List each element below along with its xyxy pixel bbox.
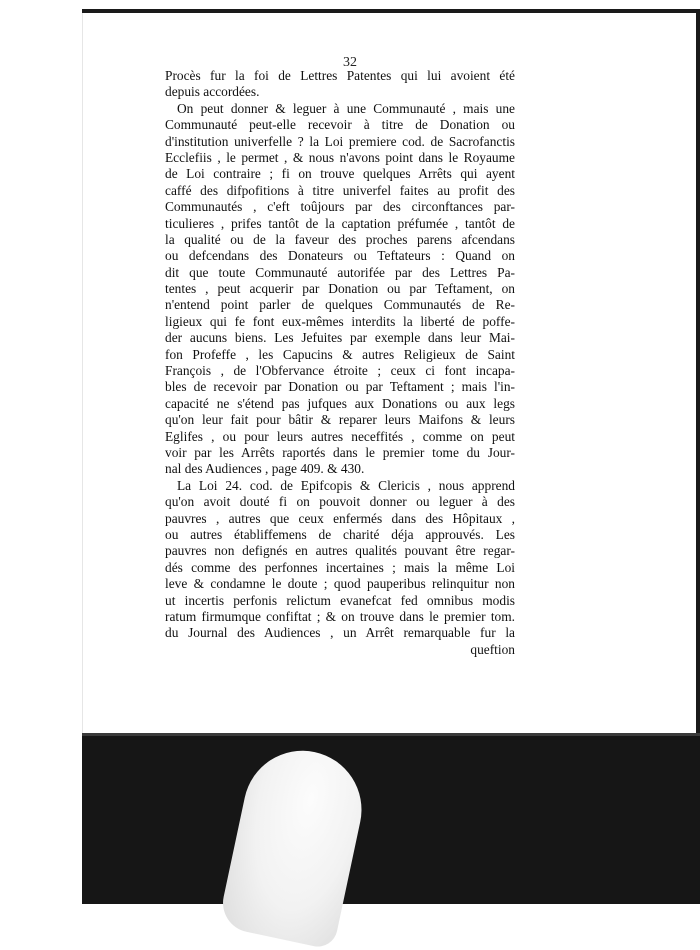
body-text <box>165 68 515 658</box>
text-line: bles de recevoir par Donation ou par Teftament ; mais l'in- <box>165 379 515 395</box>
catchword: queftion <box>470 641 515 657</box>
text-line: tentes , peut acquerir par Donation ou par Teftament, on <box>165 281 515 297</box>
text-line: n'entend point parler de quelques Communautés de Re- <box>165 297 515 313</box>
text-line: depuis accordées. <box>165 84 260 100</box>
text-line: pauvres non defignés en autres qualités pouvant être regar- <box>165 543 515 559</box>
text-line: dit que toute Communauté autorifée par des Lettres Pa- <box>165 264 515 280</box>
text-line: Ecclefiis , le permet , & nous n'avons point dans le Royaume <box>165 149 515 165</box>
text-line: capacité ne s'étend pas jufques aux Donations ou aux legs <box>165 395 515 411</box>
text-line: ratum firmumque confiftat ; & on trouve dans le premier tom. <box>165 608 515 624</box>
text-line: Eglifes , ou pour leurs autres neceffités , comme on peut <box>165 428 515 444</box>
text-line: la qualité ou de la faveur des proches parens afcendans <box>165 231 515 247</box>
text-line: François , de l'Obfervance étroite ; ceux ci font incapa- <box>165 363 515 379</box>
text-line: ou defcendans des Donateurs ou Teftateurs : Quand on <box>165 248 515 264</box>
text-line: La Loi 24. cod. de Epifcopis & Clericis , nous apprend <box>177 477 515 493</box>
page-number: 32 <box>343 55 357 70</box>
text-line: dés comme des perfonnes incertaines ; mais la même Loi <box>165 559 515 575</box>
text-line: Communautés , c'eft toûjours par des circonftances par- <box>165 199 515 215</box>
book-top-edge <box>82 9 700 13</box>
text-line: qu'on avoit douté fi on pouvoit donner ou leguer à des <box>165 494 515 510</box>
text-line: Communauté peut-elle recevoir à titre de Donation ou <box>165 117 515 133</box>
text-line: ou autres établiffemens de charité déja approuvés. Les <box>165 526 515 542</box>
text-line: On peut donner & leguer à une Communauté , mais une <box>177 100 515 116</box>
text-line: der aucuns biens. Les Jefuites par exemple dans leur Mai- <box>165 330 515 346</box>
text-line: pauvres , autres que ceux enfermés dans des Hôpitaux , <box>165 510 515 526</box>
text-line: nal des Audiences , page 409. & 430. <box>165 461 365 477</box>
book-right-edge <box>696 9 700 749</box>
text-line: du Journal des Audiences , un Arrêt remarquable fur la <box>165 625 515 641</box>
text-line: caffé des difpofitions à titre univerfel faites au profit des <box>165 182 515 198</box>
text-line: fon Profeffe , les Capucins & autres Religieux de Saint <box>165 346 515 362</box>
text-line: ut incertis perfonis relictum evanefcat fed omnibus modis <box>165 592 515 608</box>
text-line: qu'on leur fait pour bâtir & reparer leurs Maifons & leurs <box>165 412 515 428</box>
text-line: voir par les Arrêts raportés dans le premier tome du Jour- <box>165 444 515 460</box>
book-lower-shadow <box>82 733 700 904</box>
page-bottom-edge <box>82 733 700 736</box>
text-line: leve & condamne le doute ; quod pauperibus relinquitur non <box>165 576 515 592</box>
text-line: de Loi contraire ; fi on trouve quelques Arrêts qui ayent <box>165 166 515 182</box>
text-line: ligieux qui fe font eux-mêmes interdits la liberté de poffe- <box>165 313 515 329</box>
text-line: Procès fur la foi de Lettres Patentes qui lui avoient été <box>165 68 515 83</box>
page-gutter-line <box>82 13 83 733</box>
text-line: ticulieres , prifes tantôt de la captation préfumée , tantôt de <box>165 215 515 231</box>
text-line: d'institution univerfelle ? la Loi premiere cod. de Sacrofanctis <box>165 133 515 149</box>
